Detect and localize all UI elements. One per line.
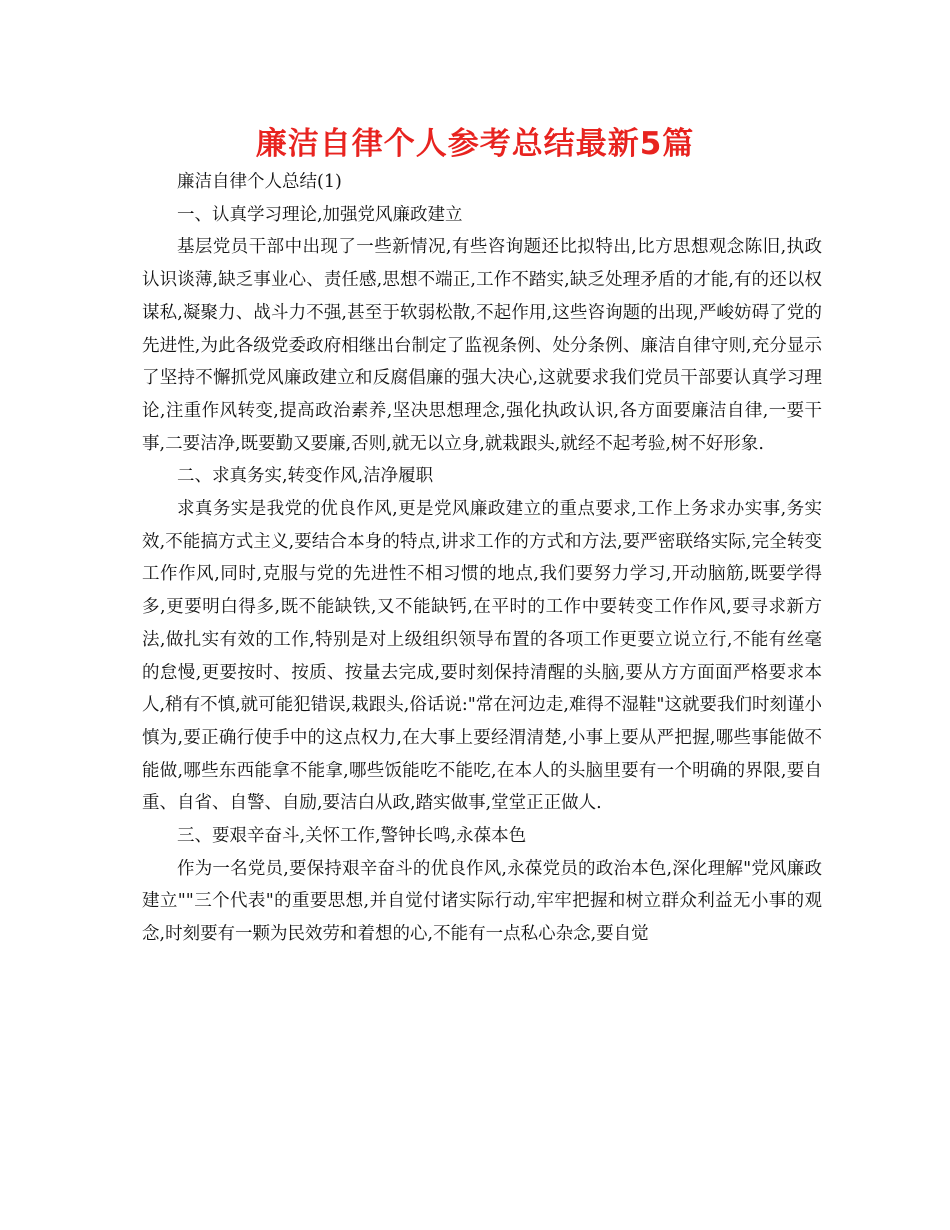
document-body <box>142 166 822 951</box>
subsection-heading: 三、要艰辛奋斗,关怀工作,警钟长鸣,永葆本色 <box>177 826 527 847</box>
document-title: 廉洁自律个人参考总结最新5篇 <box>255 126 695 162</box>
section-heading: 廉洁自律个人总结(1) <box>177 172 342 192</box>
body-paragraph: 作为一名党员,要保持艰辛奋斗的优良作风,永葆党员的政治本色,深化理解"党风廉政建立""三个代表"的重要思想,并自觉付诸实际行动,牢牢把握和树立群众利益无小事的观念,时刻要有一颗为民效劳和着想的心,不能有一点私心杂念,要自觉 <box>142 858 822 945</box>
body-paragraph: 基层党员干部中出现了一些新情况,有些咨询题还比拟特出,比方思想观念陈旧,执政认识谈薄,缺乏事业心、责任感,思想不端正,工作不踏实,缺乏处理矛盾的才能,有的还以权谋私,凝聚力、战斗力不强,甚至于软弱松散,不起作用,这些咨询题的出现,严峻妨碍了党的先进性,为此各级党委政府相继出台制定了监视条例、处分条例、廉洁自律守则,充分显示了坚持不懈抓党风廉政建立和反腐倡廉的强大决心,这就要求我们党员干部要认真学习理论,注重作风转变,提高政治素养,坚决思想理念,强化执政认识,各方面要廉洁自律,一要干事,二要洁净,既要勤又要廉,否则,就无以立身,就栽跟头,就经不起考验,树不好形象. <box>142 237 822 454</box>
body-paragraph: 求真务实是我党的优良作风,更是党风廉政建立的重点要求,工作上务求办实事,务实效,不能搞方式主义,要结合本身的特点,讲求工作的方式和方法,要严密联络实际,完全转变工作作风,同时,克服与党的先进性不相习惯的地点,我们要努力学习,开动脑筋,既要学得多,更要明白得多,既不能缺铁,又不能缺钙,在平时的工作中要转变工作作风,要寻求新方法,做扎实有效的工作,特别是对上级组织领导布置的各项工作更要立说立行,不能有丝毫的怠慢,更要按时、按质、按量去完成,要时刻保持清醒的头脑,要从方方面面严格要求本人,稍有不慎,就可能犯错误,栽跟头,俗话说:"常在河边走,难得不湿鞋"这就要我们时刻谨小慎为,要正确行使手中的这点权力,在大事上要经渭清楚,小事上要从严把握,哪些事能做不能做,哪些东西能拿不能拿,哪些饭能吃不能吃,在本人的头脑里要有一个明确的界限,要自重、自省、自警、自励,要洁白从政,踏实做事,堂堂正正做人. <box>142 499 822 814</box>
subsection-heading: 一、认真学习理论,加强党风廉政建立 <box>177 204 463 225</box>
subsection-heading: 二、求真务实,转变作风,洁净履职 <box>177 466 434 487</box>
